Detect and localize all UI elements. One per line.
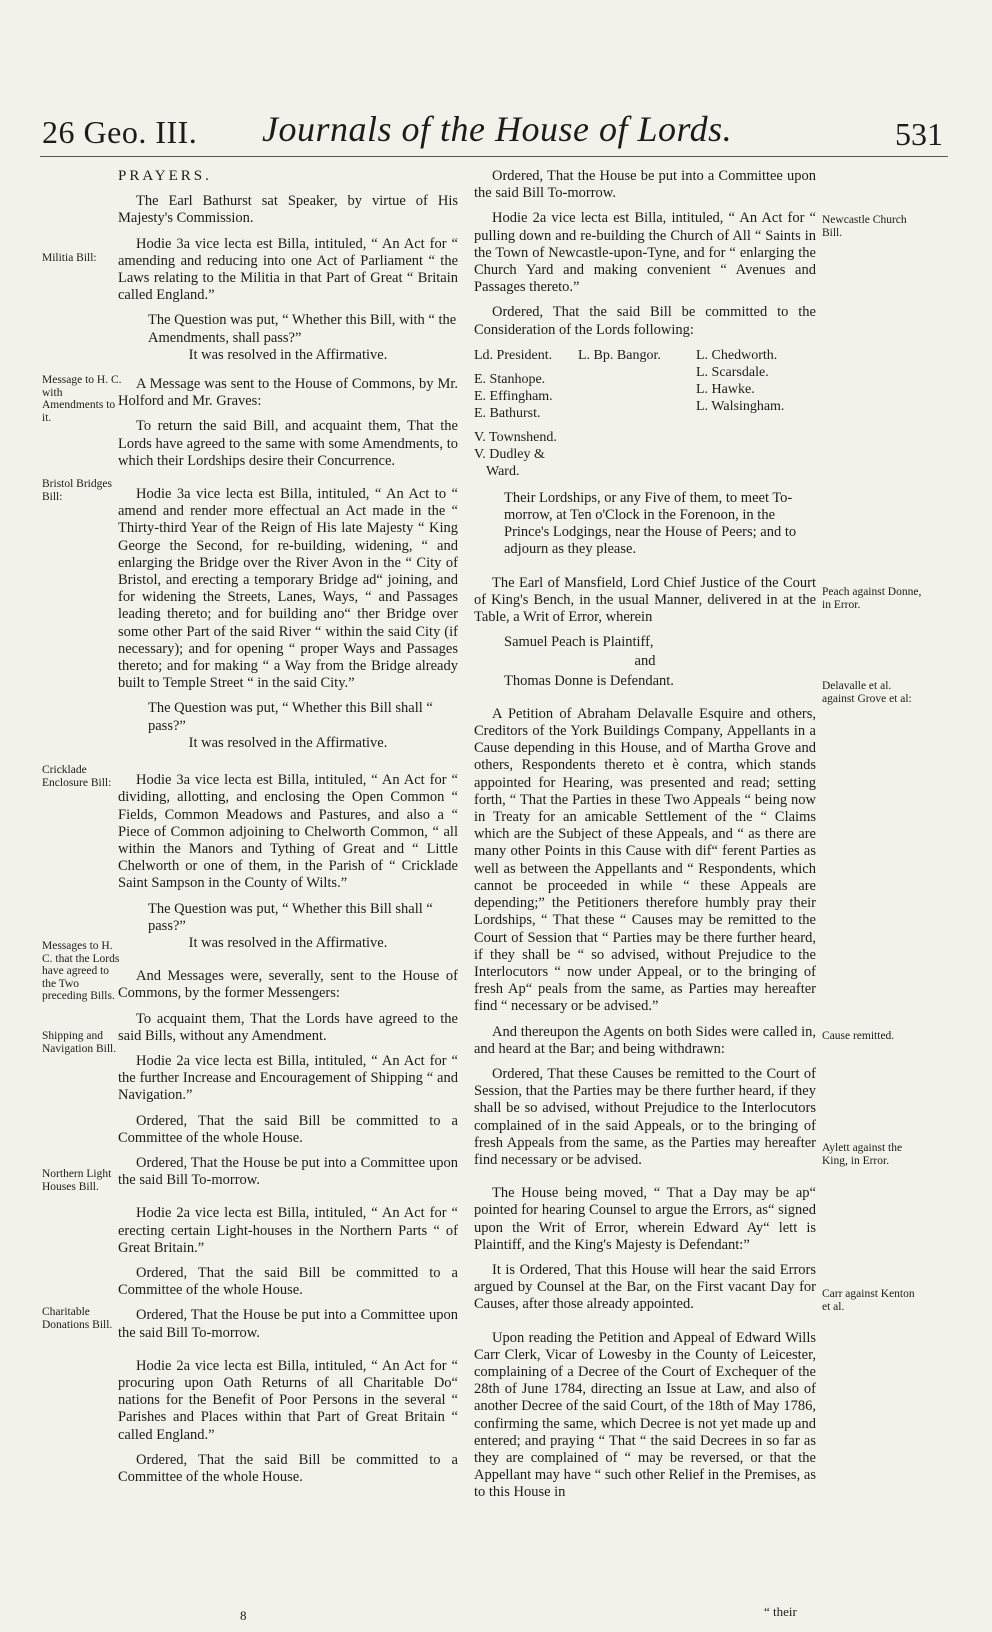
header-rule [40, 156, 948, 157]
margin-note: Bristol Bridges Bill: [42, 478, 112, 503]
committee-member: L. Bp. Bangor. [578, 347, 661, 363]
catchword: “ their [764, 1604, 797, 1619]
committee-member: L. Hawke. [696, 381, 755, 397]
paragraph: To acquaint them, That the Lords have agreed to the said Bills, without any Amendment. [118, 1010, 458, 1044]
committee-member: V. Townshend. [474, 429, 557, 445]
prayers-heading: PRAYERS. [118, 168, 212, 184]
paragraph: Hodie 2a vice lecta est Billa, intituled, “ An Act for “ erecting certain Light-houses in the Northern Parts “ of Great Britain.” [118, 1205, 458, 1256]
signature-mark: 8 [240, 1608, 247, 1623]
paragraph: Hodie 3a vice lecta est Billa, intituled, “ An Act to “ amend and render more effectual an Act made in the “ Thirty-third Year of the Reign of His late Majesty “ King George the Second, for re-building, widening, “ and enlarging the Bridge over the River Avon in the “ City of Bristol, and erecting a temporary Bridge ad“ joining, and for widening the Streets, Lanes, Ways, “ and Passages leading thereto; and for building ano“ ther Bridge over some other Part of the said River “ within the said City (if necessary); and for opening “ proper Ways and Passages thereto; and for making “ a Way from the Bridge already built to Temple Street “ in the said City.” [118, 486, 458, 692]
paragraph: The Earl Bathurst sat Speaker, by virtue of His Majesty's Commission. [118, 193, 458, 227]
paragraph: Ordered, That the said Bill be committed to the Consideration of the Lords following: [474, 304, 816, 338]
margin-note: Shipping and Navigation Bill. [42, 1030, 117, 1055]
margin-note: Delavalle et al. against Grove et al: [822, 680, 912, 705]
paragraph: Ordered, That the said Bill be committed to a Committee of the whole House. [118, 1264, 458, 1299]
paragraph: Ordered, That these Causes be remitted to the Court of Session, that the Parties may be there further heard, if they shall be so advised, without Prejudice to the Interlocutors complained of in the said Appeals, or to the bringing of fresh Appeals from the same, as the Parties may hereafter find necessary or be advised. [474, 1065, 816, 1168]
question: The Question was put, “ Whether this Bill, with “ the Amendments, shall pass?” [148, 312, 457, 346]
committee-member: L. Walsingham. [696, 398, 785, 414]
margin-note: Northern Light Houses Bill. [42, 1168, 112, 1193]
paragraph: Ordered, That the said Bill be committed to a Committee of the whole House. [118, 1112, 458, 1146]
committee-member: Ward. [486, 463, 520, 479]
paragraph: And thereupon the Agents on both Sides were called in, and heard at the Bar; and being withdrawn: [474, 1023, 816, 1057]
committee-member: L. Scarsdale. [696, 364, 769, 380]
margin-note: Cause remitted. [822, 1030, 895, 1042]
right-column [474, 168, 816, 1510]
resolution: It was resolved in the Affirmative. [188, 734, 388, 751]
journal-title: Journals of the House of Lords. [262, 109, 733, 149]
paragraph: Ordered, That the said Bill be committed to a Committee of the whole House. [118, 1451, 458, 1485]
paragraph: Ordered, That the House be put into a Committee upon the said Bill To-morrow. [118, 1307, 458, 1341]
paragraph: The Earl of Mansfield, Lord Chief Justice of the Court of King's Bench, in the usual Manner, delivered in at the Table, a Writ of Error, wherein [474, 574, 816, 626]
committee-spacer [474, 364, 578, 371]
committee-list [474, 347, 816, 480]
paragraph: A Petition of Abraham Delavalle Esquire and others, Creditors of the York Buildings Company, Appellants in a Cause depending in this House, and of Martha Grove and others, Respondents thereto et è contra, which stands appointed for Hearing, was presented and read; setting forth, “ That the Parties in these Two Appeals “ being now in Treaty for an amicable Settlement of the “ Claims which are the Subject of these Appeals, and “ as there are many other Points in this Cause with dif“ ferent Parties as well as between the Appellants and “ Respondents, which cannot be proceeded in while “ these Appeals are depending;” the Petitioners therefore humbly pray their Lordships, “ That these “ Causes may be remitted to the Court of Session that “ Parties may be there further heard, if they shall be “ so advised, without Prejudice to the Interlocutors “ now under Appeal, or to the bringing of fresh Ap“ peals from the same, as Parties may hereafter find “ necessary or be advised.” [474, 705, 816, 1015]
resolution: It was resolved in the Affirmative. [188, 934, 388, 951]
page-number: 531 [895, 116, 943, 152]
paragraph: And Messages were, severally, sent to the House of Commons, by the former Messengers: [118, 968, 458, 1002]
question: The Question was put, “ Whether this Bill shall “ pass?” [148, 900, 433, 934]
committee-member: L. Chedworth. [696, 347, 778, 363]
paragraph: To return the said Bill, and acquaint them, That the Lords have agreed to the same with some Amendments, to which their Lordships desire their Concurrence. [118, 418, 458, 469]
plaintiff-line: Samuel Peach is Plaintiff, [504, 634, 654, 651]
margin-note: Messages to H. C. that the Lords have agreed to the Two preceding Bills. [42, 940, 120, 1002]
committee-member: E. Bathurst. [474, 405, 541, 421]
paragraph: Upon reading the Petition and Appeal of Edward Wills Carr Clerk, Vicar of Lowesby in the County of Leicester, complaining of a Decree of the Court of Exchequer of the 28th of June 1784, directing an Issue at Law, and also of another Decree of the said Court, of the 18th of May 1786, confirming the same, which Decree is not yet made up and entered; and praying “ That “ the said Decrees in so far as they are complained of “ may be reversed, or that the Appellant may have “ such other Relief in the Premises, as to this House in [474, 1329, 816, 1501]
committee-member: Ld. President. [474, 347, 553, 363]
paragraph: Hodie 2a vice lecta est Billa, intituled, “ An Act for “ the further Increase and Encouragement of Shipping “ and Navigation.” [118, 1052, 458, 1104]
margin-note: Aylett against the King, in Error. [822, 1142, 903, 1167]
paragraph: It is Ordered, That this House will hear the said Errors argued by Counsel at the Bar, on the First vacant Day for Causes, after those already appointed. [474, 1261, 816, 1313]
paragraph: Hodie 2a vice lecta est Billa, intituled, “ An Act for “ procuring upon Oath Returns of all Charitable Do“ nations for the Benefit of Poor Persons in the several “ Parishes and Places within that Part of Great Britain “ called England.” [118, 1357, 458, 1443]
paragraph: The House being moved, “ That a Day may be ap“ pointed for hearing Counsel to argue the Errors, as“ signed upon the Writ of Error, wherein Edward Ay“ lett is Plaintiff, and the King's Majesty is Defendant:” [474, 1185, 816, 1253]
margin-note: Peach against Donne, in Error. [822, 586, 922, 611]
committee-member: V. Dudley & [474, 446, 545, 462]
and-line: and [634, 653, 656, 670]
left-column [118, 168, 458, 1494]
margin-note: Newcastle Church Bill. [822, 214, 907, 239]
committee-spacer [474, 422, 578, 429]
paragraph: Ordered, That the House be put into a Committee upon the said Bill To-morrow. [118, 1154, 458, 1189]
margin-note: Charitable Donations Bill. [42, 1306, 113, 1331]
margin-note: Message to H. C. with Amendments to it. [42, 374, 122, 424]
margin-note: Cricklade Enclosure Bill: [42, 764, 112, 789]
paragraph: Hodie 3a vice lecta est Billa, intituled, “ An Act for “ amending and reducing into one Act of Parliament “ the Laws relating to the Militia in that Part of Great “ Britain called England.” [118, 235, 458, 304]
committee-member: E. Effingham. [474, 388, 553, 404]
margin-note: Militia Bill: [42, 252, 97, 264]
defendant-line: Thomas Donne is Defendant. [504, 672, 674, 689]
question: The Question was put, “ Whether this Bill shall “ pass?” [148, 700, 433, 734]
paragraph: Ordered, That the House be put into a Committee upon the said Bill To-morrow. [474, 168, 816, 202]
committee-member: E. Stanhope. [474, 371, 546, 387]
paragraph: A Message was sent to the House of Commons, by Mr. Holford and Mr. Graves: [118, 376, 458, 410]
margin-note: Carr against Kenton et al. [822, 1288, 915, 1313]
paragraph: Their Lordships, or any Five of them, to meet To-morrow, at Ten o'Clock in the Forenoon, in the Prince's Lodgings, near the House of Peers; and to adjourn as they please. [504, 489, 797, 558]
resolution: It was resolved in the Affirmative. [188, 346, 388, 363]
session-header: 26 Geo. III. [42, 114, 198, 150]
paragraph: Hodie 2a vice lecta est Billa, intituled, “ An Act for “ pulling down and re-building the Church of All “ Saints in the Town of Newcastle-upon-Tyne, and for “ enlarging the Church Yard and making convenient “ Avenues and Passages thereto.” [474, 210, 816, 296]
paragraph: Hodie 3a vice lecta est Billa, intituled, “ An Act for “ dividing, allotting, and enclosing the Open Common “ Fields, Common Meadows and Pastures, and also a “ Piece of Common adjoining to Chelworth Common, “ all within the Manors and Tything of Great and “ Little Chelworth or one of them, in the Parish of “ Cricklade Saint Sampson in the County of Wilts.” [118, 772, 458, 892]
